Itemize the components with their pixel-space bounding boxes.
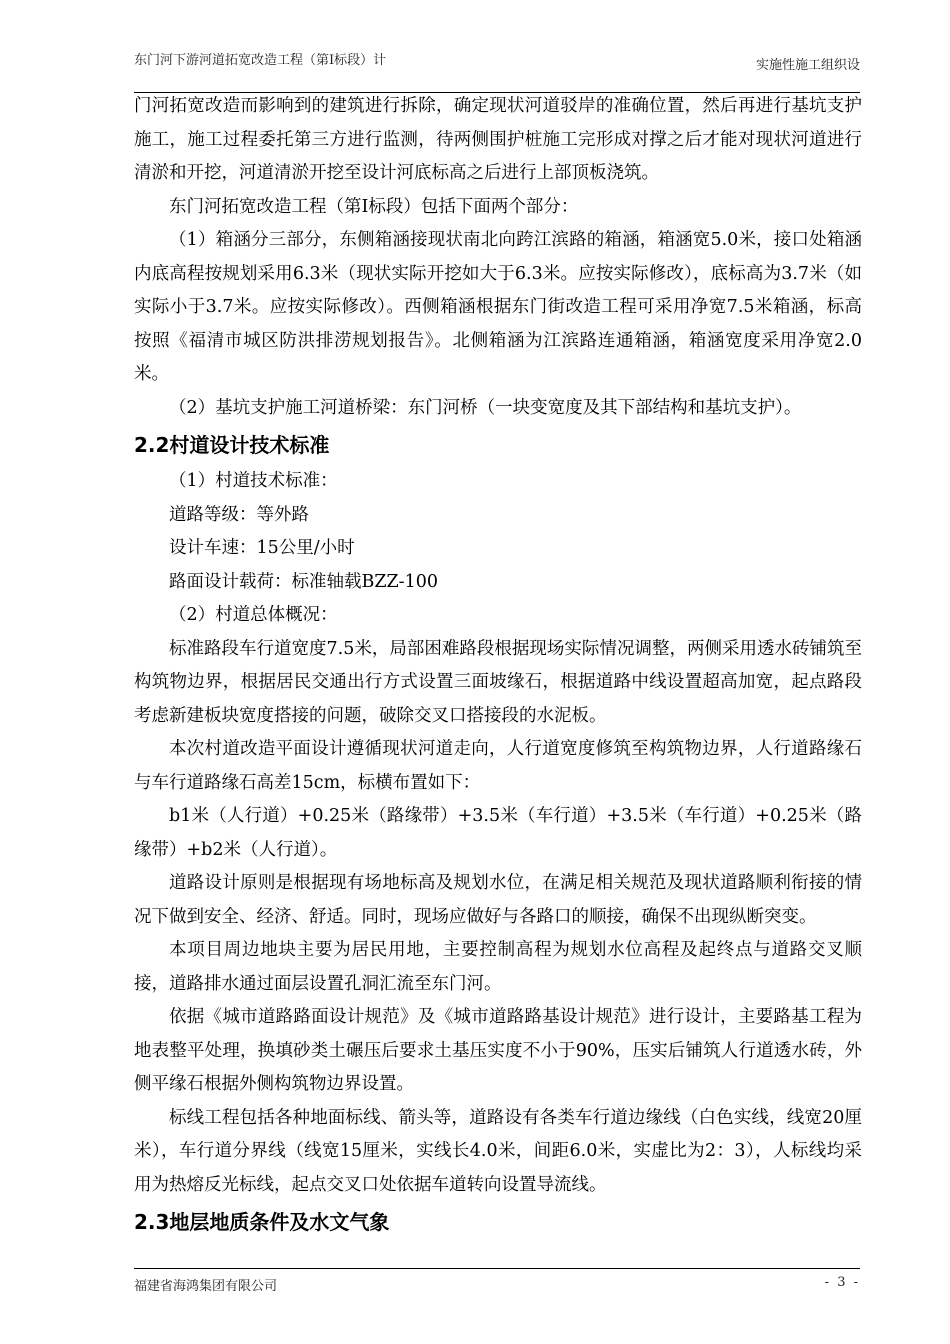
paragraph: 道路设计原则是根据现有场地标高及规划水位，在满足相关规范及现状道路顺利衔接的情况下做到安全、经济、舒适。同时，现场应做好与各路口的顺接，确保不出现纵断突变。	[134, 873, 862, 927]
footer-company: 福建省海鸿集团有限公司	[134, 1279, 278, 1294]
paragraph: 道路等级：等外路	[169, 504, 309, 525]
page-header	[134, 52, 860, 93]
paragraph: 标线工程包括各种地面标线、箭头等，道路设有各类车行道边缘线（白色实线，线宽20厘米），车行道分界线（线宽15厘米，实线长4.0米，间距6.0米，实虚比为2：3），人标线均采用为热熔反光标线，起点交叉口处依据车道转向设置导流线。	[134, 1107, 862, 1195]
page-footer	[134, 1268, 860, 1294]
page-number: - 3 -	[824, 1275, 860, 1290]
paragraph: 设计车速：15公里/小时	[169, 538, 355, 558]
document-body	[134, 90, 862, 1242]
paragraph: 本项目周边地块主要为居民用地，主要控制高程为规划水位高程及起终点与道路交叉顺接，道路排水通过面层设置孔洞汇流至东门河。	[134, 940, 862, 994]
paragraph: 路面设计载荷：标准轴载BZZ-100	[169, 571, 438, 592]
paragraph: 东门河拓宽改造工程（第Ⅰ标段）包括下面两个部分：	[169, 196, 579, 217]
section-heading: 2.3地层地质条件及水文气象	[134, 1210, 390, 1234]
paragraph: 门河拓宽改造而影响到的建筑进行拆除，确定现状河道驳岸的准确位置，然后再进行基坑支护施工，施工过程委托第三方进行监测，待两侧围护桩施工完形成对撑之后才能对现状河道进行清淤和开挖，河道清淤开挖至设计河底标高之后进行上部顶板浇筑。	[134, 96, 862, 183]
paragraph: （2）基坑支护施工河道桥梁：东门河桥（一块变宽度及其下部结构和基坑支护）。	[169, 397, 802, 418]
header-document-type: 实施性施工组织设	[755, 58, 860, 73]
paragraph: b1米（人行道）+0.25米（路缘带）+3.5米（车行道）+3.5米（车行道）+0.25米（路缘带）+b2米（人行道）。	[134, 806, 862, 860]
paragraph: （1）箱涵分三部分，东侧箱涵接现状南北向跨江滨路的箱涵，箱涵宽5.0米，接口处箱涵内底高程按规划采用6.3米（现状实际开挖如大于6.3米。应按实际修改），底标高为3.7米（如实际小于3.7米。应按实际修改）。西侧箱涵根据东门街改造工程可采用净宽7.5米箱涵，标高按照《福清市城区防洪排涝规划报告》。北侧箱涵为江滨路连通箱涵，箱涵宽度采用净宽2.0米。	[134, 230, 862, 384]
paragraph: 依据《城市道路路面设计规范》及《城市道路路基设计规范》进行设计，主要路基工程为地表整平处理，换填砂类土碾压后要求土基压实度不小于90%，压实后铺筑人行道透水砖，外侧平缘石根据外侧构筑物边界设置。	[134, 1007, 862, 1094]
paragraph: 本次村道改造平面设计遵循现状河道走向，人行道宽度修筑至构筑物边界，人行道路缘石与车行道路缘石高差15cm，标横布置如下：	[134, 739, 862, 793]
paragraph: 标准路段车行道宽度7.5米，局部困难路段根据现场实际情况调整，两侧采用透水砖铺筑至构筑物边界，根据居民交通出行方式设置三面坡缘石，根据道路中线设置超高加宽，起点路段考虑新建板块宽度搭接的问题，破除交叉口搭接段的水泥板。	[134, 638, 862, 726]
paragraph: （1）村道技术标准：	[169, 471, 338, 491]
paragraph: （2）村道总体概况：	[169, 605, 338, 625]
section-heading: 2.2村道设计技术标准	[134, 433, 330, 457]
header-project-title: 东门河下游河道拓宽改造工程（第Ⅰ标段）计	[134, 53, 387, 68]
